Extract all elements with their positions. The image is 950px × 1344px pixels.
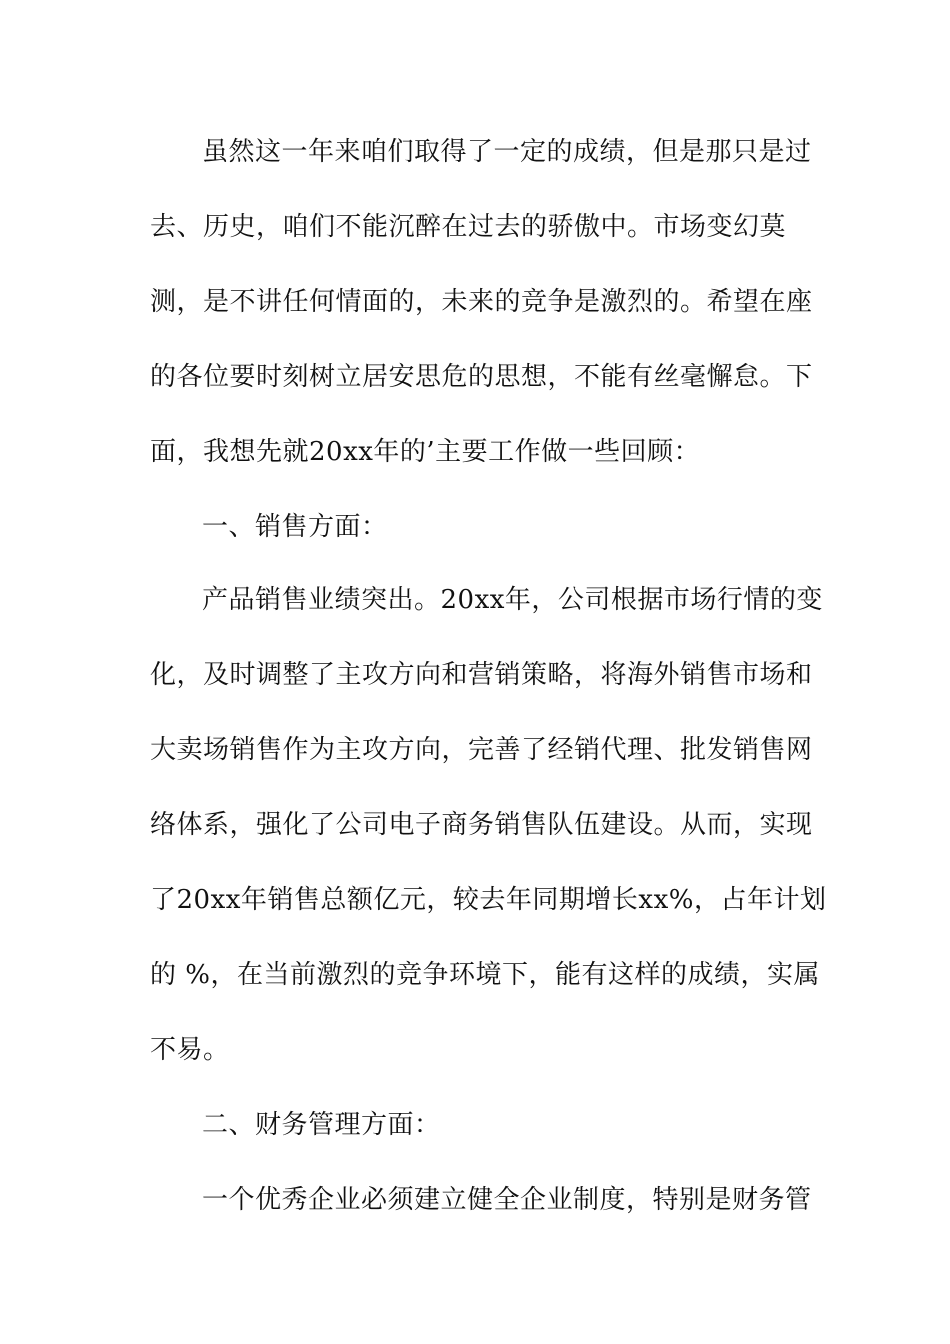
paragraph-line: 大卖场销售作为主攻方向，完善了经销代理、批发销售网	[150, 735, 813, 765]
paragraph-line: 的各位要时刻树立居安思危的思想，不能有丝毫懈怠。下	[150, 362, 813, 392]
paragraph-line: 去、历史，咱们不能沉醉在过去的骄傲中。市场变幻莫	[150, 212, 787, 242]
paragraph-line: 测，是不讲任何情面的，未来的竞争是激烈的。希望在座	[150, 287, 813, 317]
paragraph-line: 了20xx年销售总额亿元，较去年同期增长xx%，占年计划	[150, 885, 827, 915]
paragraph-line: 络体系，强化了公司电子商务销售队伍建设。从而，实现	[150, 810, 813, 840]
paragraph-line: 产品销售业绩突出。20xx年，公司根据市场行情的变	[202, 585, 823, 615]
paragraph-line: 不易。	[150, 1035, 230, 1065]
paragraph-line: 化，及时调整了主攻方向和营销策略，将海外销售市场和	[150, 660, 813, 690]
paragraph-line: 一个优秀企业必须建立健全企业制度，特别是财务管	[202, 1185, 812, 1215]
paragraph-line: 的 %，在当前激烈的竞争环境下，能有这样的成绩，实属	[150, 960, 820, 990]
paragraph-line: 面，我想先就20xx年的’主要工作做一些回顾：	[150, 437, 701, 467]
paragraph-line: 虽然这一年来咱们取得了一定的成绩，但是那只是过	[202, 137, 812, 167]
section-heading-sales: 一、销售方面：	[202, 512, 388, 542]
section-heading-finance: 二、财务管理方面：	[202, 1110, 441, 1140]
